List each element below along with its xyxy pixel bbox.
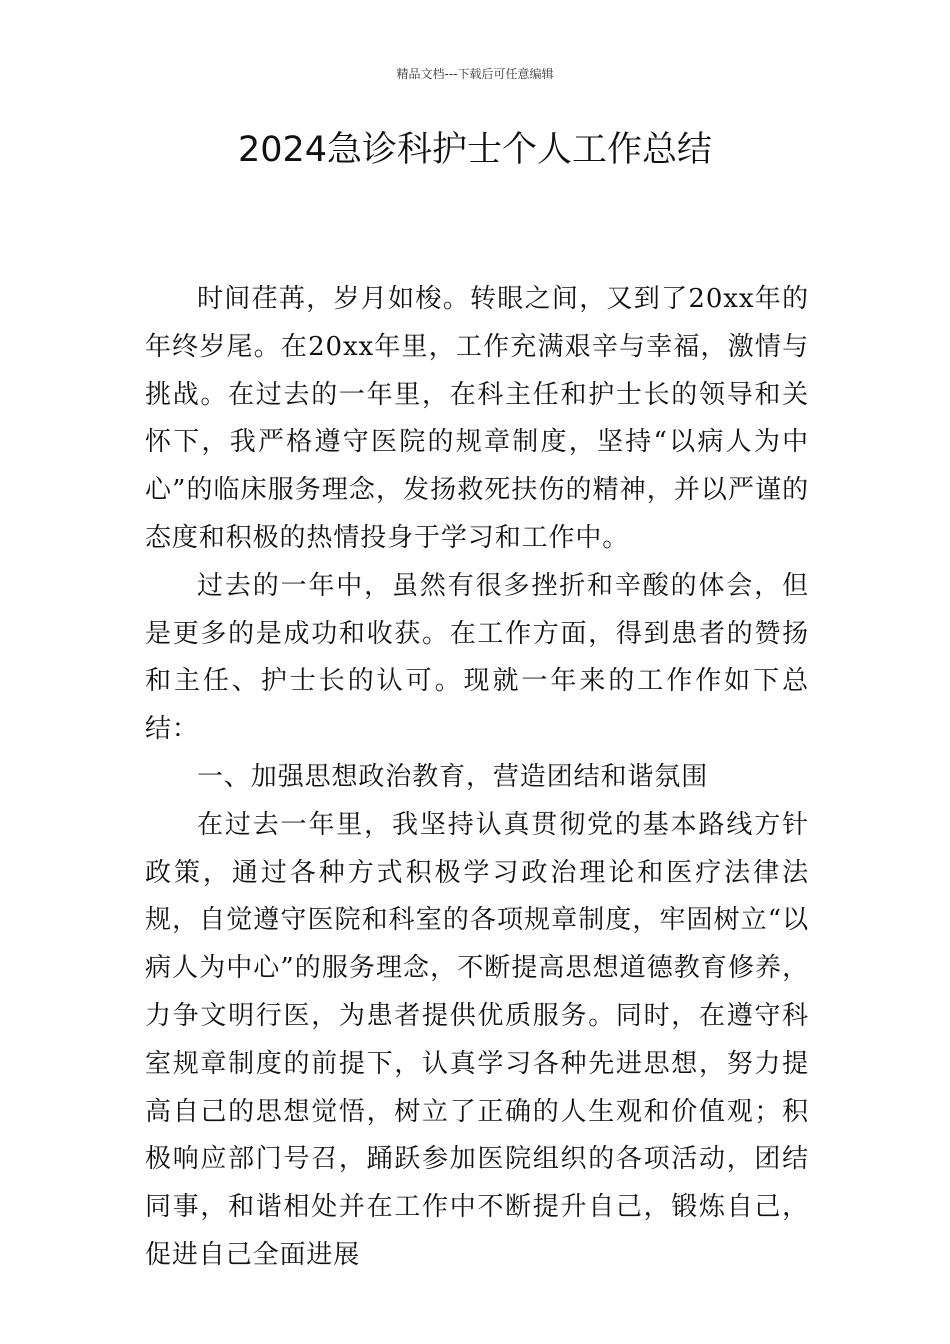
paragraph-summary: 过去的一年中，虽然有很多挫折和辛酸的体会，但是更多的是成功和收获。在工作方面，得到患者的赞扬和主任、护士长的认可。现就一年来的工作作如下总结：: [145, 570, 809, 745]
paragraph-section-1: 在过去一年里，我坚持认真贯彻党的基本路线方针政策，通过各种方式积极学习政治理论和医疗法律法规，自觉遵守医院和科室的各项规章制度，牢固树立“以病人为中心”的服务理念，不断提高思想道德教育修养，力争文明行医，为患者提供优质服务。同时，在遵守科室规章制度的前提下，认真学习各种先进思想，努力提高自己的思想觉悟，树立了正确的人生观和价值观；积极响应部门号召，踊跃参加医院组织的各项活动，团结同事，和谐相处并在工作中不断提升自己，锻炼自己，促进自己全面进展: [145, 809, 809, 1270]
document-body: [145, 276, 809, 1280]
section-heading-1: 一、加强思想政治教育，营造团结和谐氛围: [197, 761, 709, 792]
paragraph-intro: 时间荏苒，岁月如梭。转眼之间，又到了20xx年的年终岁尾。在20xx年里，工作充满艰辛与幸福，激情与挑战。在过去的一年里，在科主任和护士长的领导和关怀下，我严格遵守医院的规章制度，坚持“以病人为中心”的临床服务理念，发扬救死扶伤的精神，并以严谨的态度和积极的热情投身于学习和工作中。: [145, 284, 809, 553]
document-title: 2024急诊科护士个人工作总结: [237, 130, 713, 170]
header-note: 精品文档---下载后可任意编辑: [396, 67, 554, 81]
